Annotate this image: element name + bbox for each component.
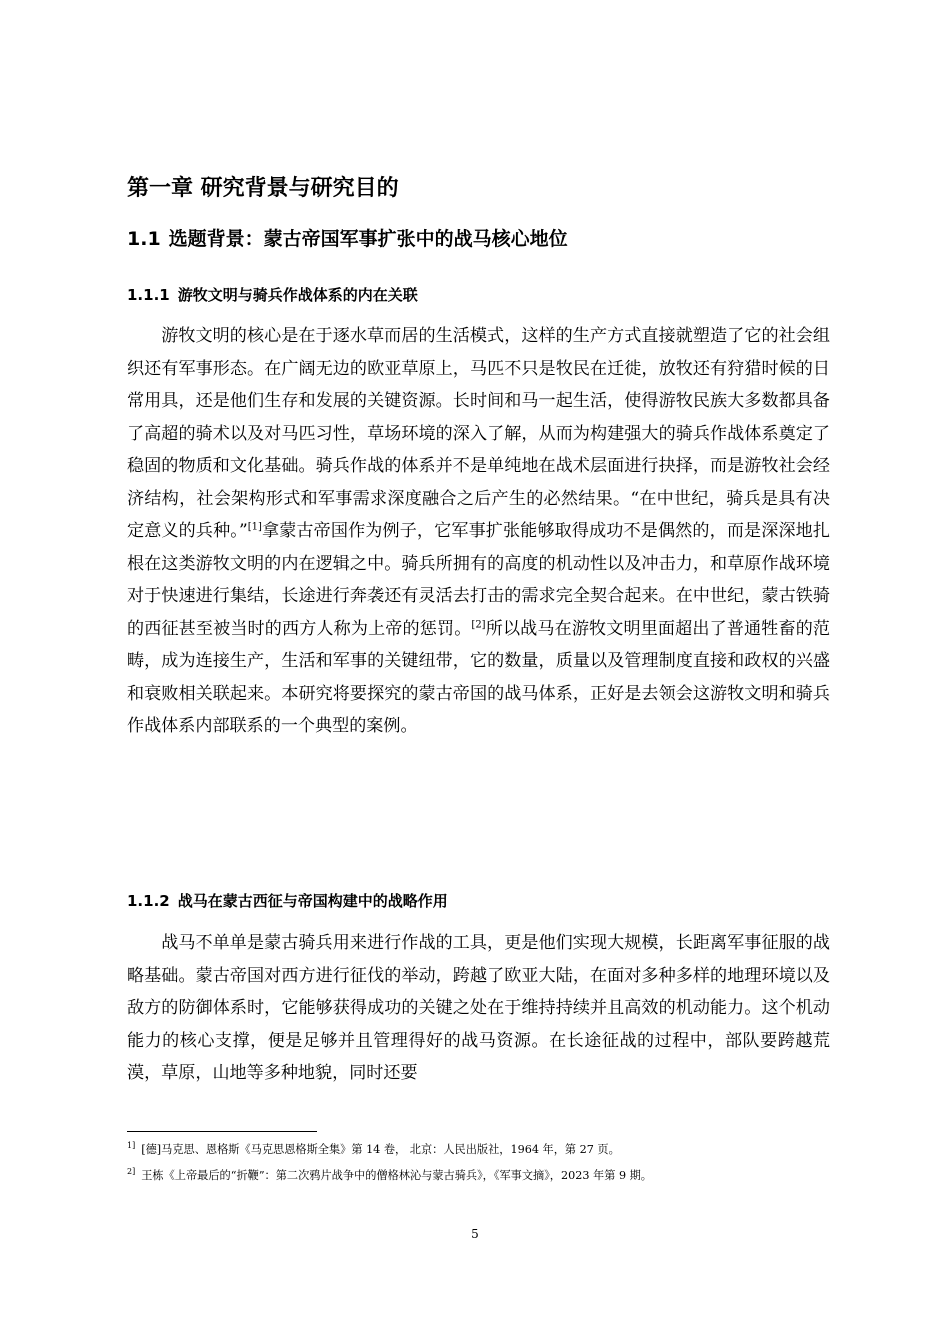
footnote-mark: 1]: [127, 1141, 136, 1151]
footnote-separator: [127, 1131, 317, 1132]
subsection-number: 1.1.1: [127, 286, 170, 304]
subsection-title: 游牧文明与骑兵作战体系的内在关联: [177, 286, 418, 304]
subsection-number: 1.1.2: [127, 892, 170, 910]
page-number: 5: [471, 1227, 479, 1241]
body-paragraph-2: [127, 927, 830, 1090]
section-title: 选题背景：蒙古帝国军事扩张中的战马核心地位: [168, 228, 568, 250]
citation-ref-1[interactable]: [1]: [247, 521, 262, 533]
subsection-heading-2: [127, 889, 448, 913]
chapter-title: 第一章 研究背景与研究目的: [127, 176, 399, 201]
body-paragraph-1: [127, 320, 830, 743]
subsection-title: 战马在蒙古西征与帝国构建中的战略作用: [177, 892, 448, 910]
subsection-heading-1: [127, 283, 418, 307]
paragraph-text: 战马不单单是蒙古骑兵用来进行作战的工具，更是他们实现大规模，长距离军事征服的战略基础。蒙古帝国对西方进行征伐的举动，跨越了欧亚大陆，在面对多种多样的地理环境以及敌方的防御体系时，它能够获得成功的关键之处在于维持持续并且高效的机动能力。这个机动能力的核心支撑，便是足够并且管理得好的战马资源。在长途征战的过程中，部队要跨越荒漠，草原，山地等多种地貌，同时还要: [127, 933, 830, 1083]
paragraph-text: 所以战马在游牧文明里面超出了普通牲畜的范畴，成为连接生产，生活和军事的关键纽带，它的数量，质量以及管理制度直接和政权的兴盛和衰败相关联起来。本研究将要探究的蒙古帝国的战马体系，正好是去领会这游牧文明和骑兵作战体系内部联系的一个典型的案例。: [127, 618, 831, 736]
section-heading: [127, 224, 568, 254]
footnote-mark: 2]: [127, 1167, 136, 1177]
footnote-text: [德]马克思、恩格斯《马克思恩格斯全集》第 14 卷， 北京：人民出版社，1964 年，第 27 页。: [141, 1143, 620, 1156]
footnote-2: [127, 1168, 837, 1184]
footnote-text: 王栋《上帝最后的“折鞭”：第二次鸦片战争中的僧格林沁与蒙古骑兵》，《军事文摘》，2023 年第 9 期。: [141, 1169, 652, 1182]
section-number: 1.1: [127, 228, 161, 250]
citation-ref-2[interactable]: [2]: [471, 618, 486, 630]
paragraph-text: 游牧文明的核心是在于逐水草而居的生活模式，这样的生产方式直接就塑造了它的社会组织还有军事形态。在广阔无边的欧亚草原上，马匹不只是牧民在迁徙，放牧还有狩猎时候的日常用具，还是他们生存和发展的关键资源。长时间和马一起生活，使得游牧民族大多数都具备了高超的骑术以及对马匹习性，草场环境的深入了解，从而为构建强大的骑兵作战体系奠定了稳固的物质和文化基础。骑兵作战的体系并不是单纯地在战术层面进行抉择，而是游牧社会经济结构，社会架构形式和军事需求深度融合之后产生的必然结果。“在中世纪，骑兵是具有决定意义的兵种。”: [127, 326, 830, 541]
paragraph-text: 拿蒙古帝国作为例子，它军事扩张能够取得成功不是偶然的，而是深深地扎根在这类游牧文明的内在逻辑之中。骑兵所拥有的高度的机动性以及冲击力，和草原作战环境对于快速进行集结，长途进行奔袭还有灵活去打击的需求完全契合起来。在中世纪，蒙古铁骑的西征甚至被当时的西方人称为上帝的惩罚。: [127, 521, 830, 639]
footnote-1: [127, 1142, 837, 1158]
